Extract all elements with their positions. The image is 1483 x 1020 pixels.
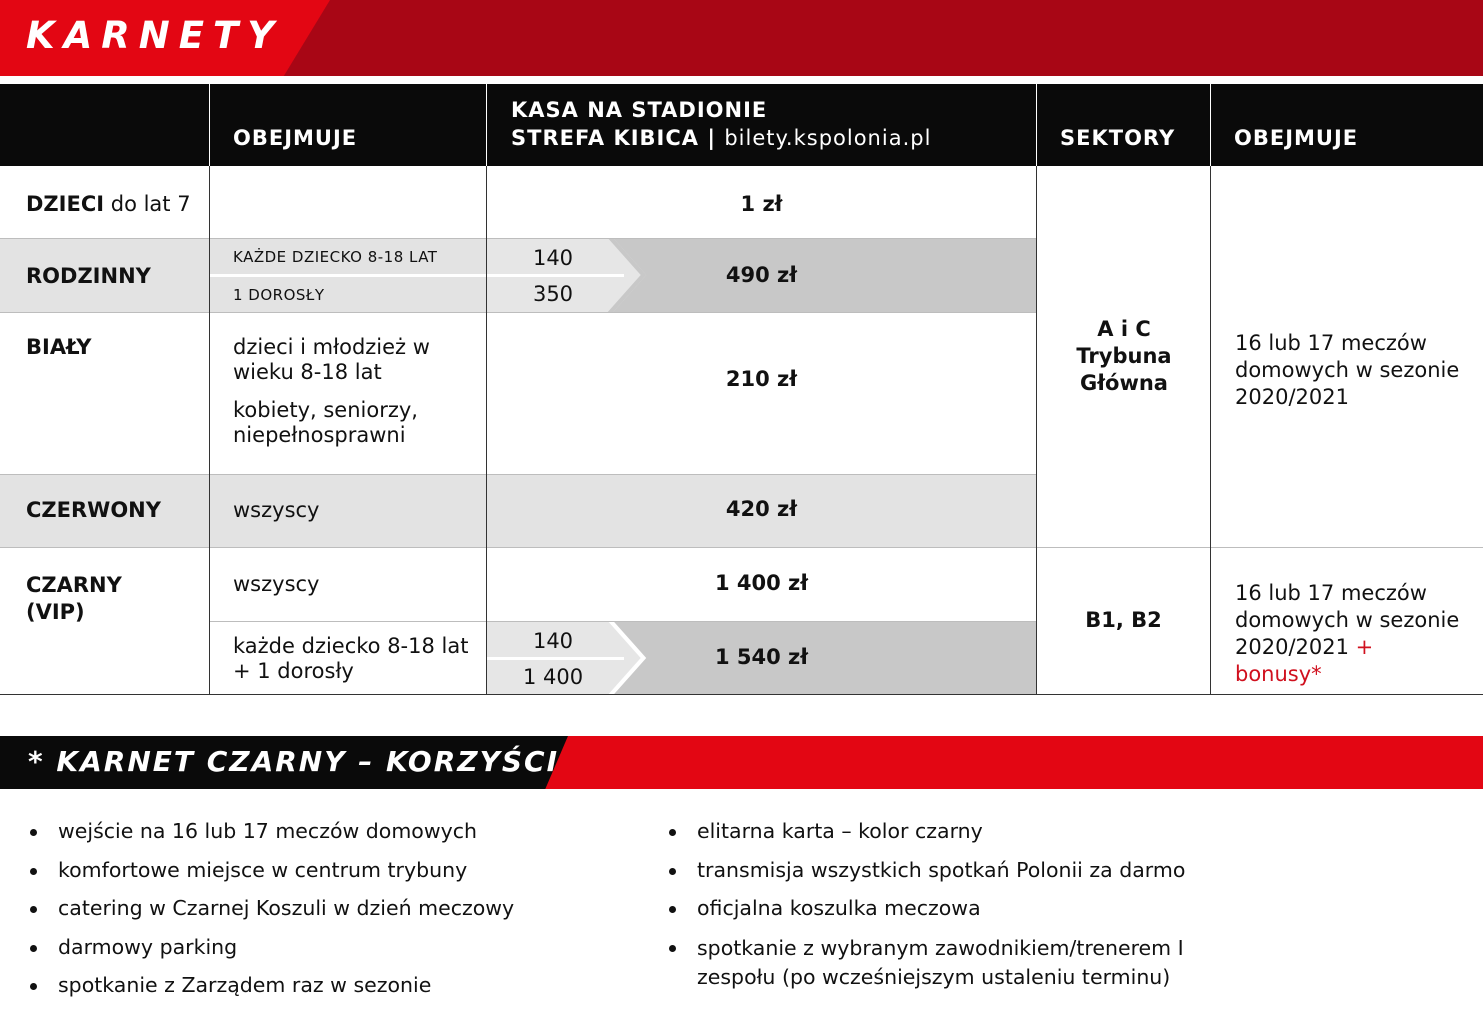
row-dzieci-name: DZIECI do lat 7: [26, 192, 191, 216]
benefit-item: darmowy parking: [28, 934, 608, 973]
rodzinny-child-label: KAŻDE DZIECKO 8-18 LAT: [233, 248, 438, 266]
benefit-item: spotkanie z wybranym zawodnikiem/trenerem I zespołu (po wcześniejszym ustaleniu terminu): [667, 934, 1197, 992]
bialy-desc-youth: dzieci i młodzież w wieku 8-18 lat: [233, 335, 430, 384]
row-czerwony-name: CZERWONY: [26, 498, 161, 522]
benefits-banner: [0, 736, 1483, 789]
czarny-child-price: 140: [532, 629, 574, 653]
coverage-general: 16 lub 17 meczów domowych w sezonie 2020/2021: [1235, 331, 1460, 409]
bonus-note: + bonusy*: [1235, 635, 1374, 686]
rodzinny-total-price: 490 zł: [725, 263, 798, 287]
coverage-vip: 16 lub 17 meczów domowych w sezonie 2020/2021 + bonusy*: [1235, 581, 1460, 686]
rodzinny-adult-price: 350: [532, 282, 574, 306]
sectors-ac: A i C Trybuna Główna: [1076, 317, 1172, 395]
benefits-title: * KARNET CZARNY – KORZYŚCI: [28, 745, 559, 778]
row-rodzinny-name: RODZINNY: [26, 264, 151, 288]
page-title: KARNETY: [26, 14, 284, 57]
benefit-item: transmisja wszystkich spotkań Polonii za darmo: [667, 857, 1187, 896]
czarny-adult-price: 1 400: [522, 665, 584, 689]
row-bialy-price: 210 zł: [725, 367, 798, 391]
pricing-table: [0, 84, 1483, 696]
row-dzieci-price: 1 zł: [740, 192, 783, 216]
table-header: [0, 84, 1483, 166]
header-obejmuje-2: OBEJMUJE: [1234, 126, 1359, 150]
czarny-family-desc: każde dziecko 8-18 lat + 1 dorosły: [233, 634, 469, 683]
benefit-item: catering w Czarnej Koszuli w dzień meczowy: [28, 895, 608, 934]
tickets-url: bilety.kspolonia.pl: [724, 126, 932, 150]
row-czarny-name: CZARNY (VIP): [26, 573, 122, 624]
czarny-family-total: 1 540 zł: [714, 645, 809, 669]
row-czerwony-price: 420 zł: [725, 497, 798, 521]
row-bialy-name: BIAŁY: [26, 335, 92, 359]
header-strefa: STREFA KIBICA | bilety.kspolonia.pl: [511, 126, 932, 150]
header-banner: [0, 0, 1483, 76]
sectors-b: B1, B2: [1085, 608, 1162, 632]
benefit-item: elitarna karta – kolor czarny: [667, 818, 1187, 857]
benefits-list-left: [28, 818, 608, 1011]
bialy-desc-other: kobiety, seniorzy, niepełnosprawni: [233, 398, 418, 447]
benefit-item: komfortowe miejsce w centrum trybuny: [28, 857, 608, 896]
header-kasa: KASA NA STADIONIE: [511, 98, 768, 122]
header-obejmuje: OBEJMUJE: [233, 126, 358, 150]
rodzinny-adult-label: 1 DOROSŁY: [233, 286, 325, 304]
row-czarny-price: 1 400 zł: [714, 571, 809, 595]
benefit-item: oficjalna koszulka meczowa: [667, 895, 1187, 934]
benefit-item: wejście na 16 lub 17 meczów domowych: [28, 818, 608, 857]
benefits-list-right: [667, 818, 1187, 992]
czarny-desc: wszyscy: [233, 572, 320, 596]
rodzinny-child-price: 140: [532, 246, 574, 270]
header-sektory: SEKTORY: [1060, 126, 1176, 150]
czerwony-desc: wszyscy: [233, 498, 320, 522]
benefit-item: spotkanie z Zarządem raz w sezonie: [28, 972, 608, 1011]
